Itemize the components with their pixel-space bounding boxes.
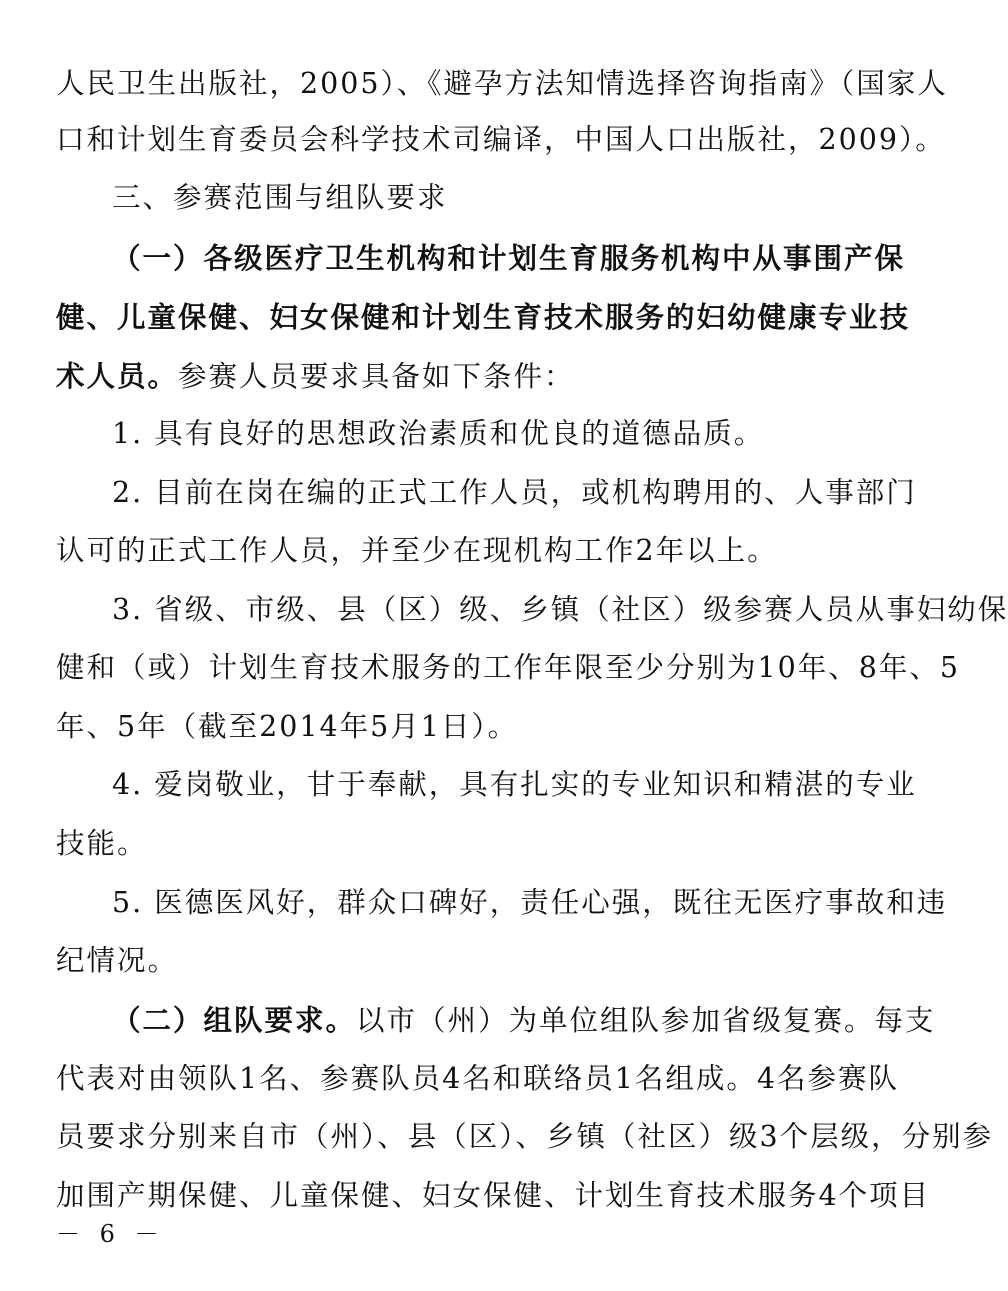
text-line: 人民卫生出版社，2005）、《避孕方法知情选择咨询指南》（国家人: [56, 67, 948, 100]
text-run: 以市（州）为单位组队参加省级复赛。每支: [356, 1004, 936, 1037]
text-line: 技能。: [56, 827, 148, 860]
text-run: 参赛人员要求具备如下条件：: [178, 360, 575, 393]
text-line: 健和（或）计划生育技术服务的工作年限至少分别为10年、8年、5: [56, 651, 961, 684]
bold-lead: 术人员。: [56, 359, 179, 393]
list-item: 4. 爱岗敬业，甘于奉献，具有扎实的专业知识和精湛的专业: [112, 768, 917, 801]
bold-lead: （二）组队要求。: [112, 1003, 357, 1037]
text-line: 认可的正式工作人员，并至少在现机构工作2年以上。: [56, 534, 778, 567]
text-line: 代表对由领队1名、参赛队员4名和联络员1名组成。4名参赛队: [56, 1062, 900, 1095]
subsection-heading: （一）各级医疗卫生机构和计划生育服务机构中从事围产保: [112, 241, 906, 275]
page-number: － 6 －: [56, 1220, 165, 1248]
text-line: 加围产期保健、儿童保健、妇女保健、计划生育技术服务4个项目: [56, 1179, 931, 1212]
section-heading: 三、参赛范围与组队要求: [112, 181, 448, 214]
text-line: 员要求分别来自市（州）、县（区）、乡镇（社区）级3个层级，分别参: [56, 1120, 994, 1153]
list-item: 1. 具有良好的思想政治素质和优良的道德品质。: [112, 417, 765, 450]
text-line: 纪情况。: [56, 944, 179, 977]
list-item: 5. 医德医风好，群众口碑好，责任心强，既往无医疗事故和违: [112, 886, 948, 919]
list-item: 2. 目前在岗在编的正式工作人员，或机构聘用的、人事部门: [112, 476, 917, 509]
list-item: 3. 省级、市级、县（区）级、乡镇（社区）级参赛人员从事妇幼保: [112, 593, 1008, 626]
text-line: 口和计划生育委员会科学技术司编译，中国人口出版社，2009）。: [56, 123, 946, 156]
subsection-paragraph: [112, 1000, 936, 1040]
text-line: [56, 356, 851, 396]
text-line: 健、儿童保健、妇女保健和计划生育技术服务的妇幼健康专业技: [56, 300, 911, 334]
text-line: 年、5年（截至2014年5月1日）。: [56, 710, 519, 743]
